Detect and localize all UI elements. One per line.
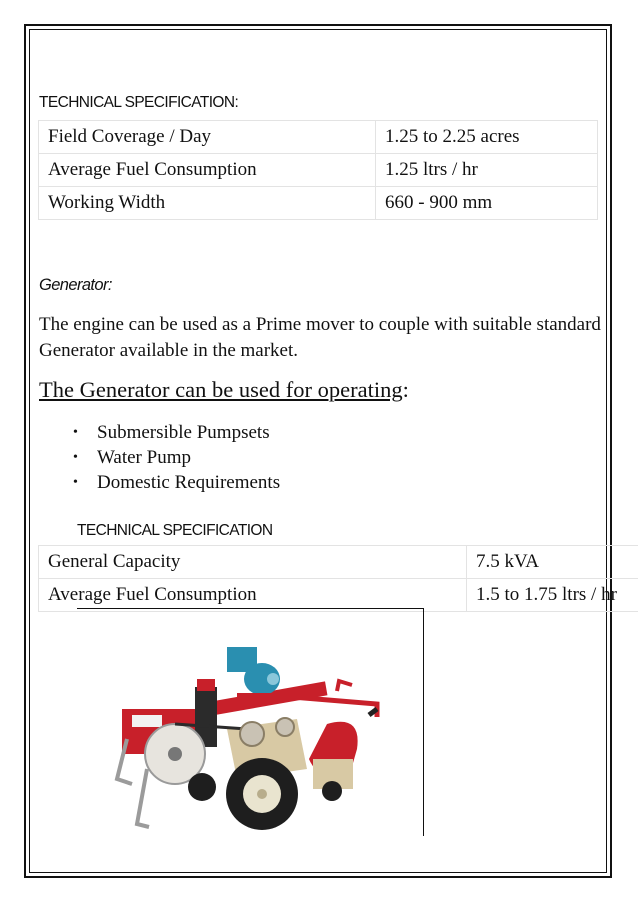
operating-heading-colon: : bbox=[402, 377, 409, 402]
table-row bbox=[39, 187, 598, 220]
table-row bbox=[39, 121, 598, 154]
list-item-label: Submersible Pumpsets bbox=[97, 422, 270, 443]
power-tiller-illustration bbox=[77, 609, 423, 837]
power-tiller-photo bbox=[77, 608, 424, 836]
spec-label: Field Coverage / Day bbox=[39, 121, 376, 154]
operating-heading-text: The Generator can be used for operating bbox=[39, 377, 403, 402]
spec-heading-1: TECHNICAL SPECIFICATION: bbox=[39, 94, 239, 111]
uses-list bbox=[55, 420, 280, 495]
list-item bbox=[55, 420, 280, 445]
spec-value: 1.5 to 1.75 ltrs / hr bbox=[467, 579, 638, 612]
bullet-icon: • bbox=[73, 425, 78, 440]
spec-table-2 bbox=[38, 545, 638, 612]
spec-label: Average Fuel Consumption bbox=[39, 154, 376, 187]
generator-label: Generator: bbox=[39, 276, 112, 294]
spec-label: Average Fuel Consumption bbox=[39, 579, 467, 612]
list-item bbox=[55, 445, 280, 470]
spec-label: General Capacity bbox=[39, 546, 467, 579]
spec-table-1 bbox=[38, 120, 598, 220]
list-item-label: Domestic Requirements bbox=[97, 472, 281, 493]
bullet-icon: • bbox=[73, 450, 78, 465]
table-row bbox=[39, 579, 638, 612]
bullet-icon: • bbox=[73, 475, 78, 490]
table-row bbox=[39, 546, 638, 579]
spec-heading-2: TECHNICAL SPECIFICATION bbox=[77, 522, 273, 539]
generator-paragraph: The engine can be used as a Prime mover to couple with suitable standard Generator available in the market. bbox=[39, 314, 601, 361]
list-item bbox=[55, 470, 280, 495]
operating-heading bbox=[39, 377, 409, 403]
spec-value: 7.5 kVA bbox=[467, 546, 638, 579]
table-row bbox=[39, 154, 598, 187]
spec-value: 1.25 to 2.25 acres bbox=[376, 121, 598, 154]
spec-value: 660 - 900 mm bbox=[376, 187, 598, 220]
list-item-label: Water Pump bbox=[97, 447, 191, 468]
spec-label: Working Width bbox=[39, 187, 376, 220]
spec-value: 1.25 ltrs / hr bbox=[376, 154, 598, 187]
